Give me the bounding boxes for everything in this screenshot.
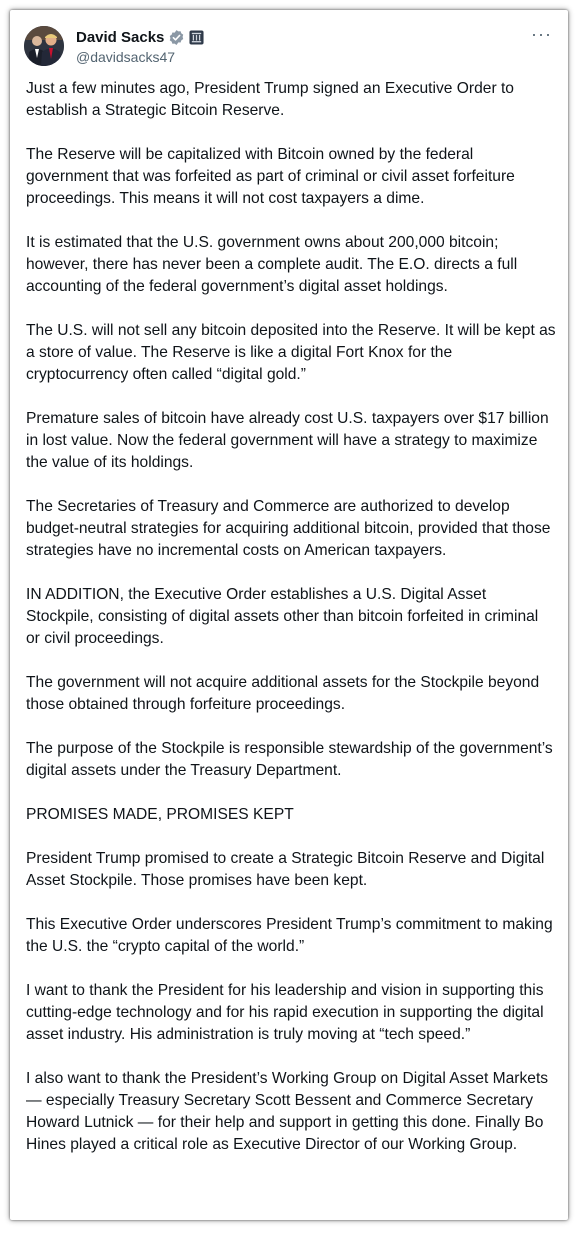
post-paragraph: The Reserve will be capitalized with Bitcoin owned by the federal government that was forfeited as part of criminal or civil asset forfeiture proceedings. This means it will not cost taxpayers a dime.: [26, 146, 515, 207]
avatar-photo-icon: [24, 26, 64, 66]
post-paragraph: The government will not acquire additional assets for the Stockpile beyond those obtained through forfeiture proceedings.: [26, 674, 540, 713]
post-paragraph: IN ADDITION, the Executive Order establishes a U.S. Digital Asset Stockpile, consisting of digital assets other than bitcoin forfeited in criminal or civil proceedings.: [26, 586, 539, 647]
avatar[interactable]: [24, 26, 64, 66]
post-paragraph: This Executive Order underscores President Trump’s commitment to making the U.S. the “crypto capital of the world.”: [26, 916, 553, 955]
display-name[interactable]: David Sacks: [76, 28, 165, 46]
more-options-button[interactable]: ···: [531, 24, 552, 44]
verified-badge-icon: [168, 29, 185, 46]
post-header: [24, 24, 554, 72]
post-paragraph: Just a few minutes ago, President Trump signed an Executive Order to establish a Strategic Bitcoin Reserve.: [26, 80, 514, 119]
post-paragraph: PROMISES MADE, PROMISES KEPT: [26, 806, 294, 823]
post-card: [10, 10, 568, 1220]
truncated-link-fragment: [160, 1214, 210, 1219]
post-paragraph: The Secretaries of Treasury and Commerce are authorized to develop budget-neutral strategies for acquiring additional bitcoin, provided that those strategies have no incremental costs on American taxpayers.: [26, 498, 551, 559]
author-block: [76, 27, 204, 65]
post-text: [26, 78, 556, 1178]
post-paragraph: The purpose of the Stockpile is responsible stewardship of the government’s digital assets under the Treasury Department.: [26, 740, 553, 779]
post-paragraph: I want to thank the President for his leadership and vision in supporting this cutting-edge technology and for his rapid execution in supporting the digital asset industry. His administration is truly moving at “tech speed.”: [26, 982, 544, 1043]
affiliate-badge-icon[interactable]: [189, 30, 204, 45]
handle[interactable]: @davidsacks47: [76, 49, 176, 65]
post-paragraph: I also want to thank the President’s Working Group on Digital Asset Markets — especially Treasury Secretary Scott Bessent and Commerce Secretary Howard Lutnick — for their help and support in getting this done. Finally Bo Hines played a critical role as Executive Director of our Working Group.: [26, 1070, 549, 1153]
post-paragraph: President Trump promised to create a Strategic Bitcoin Reserve and Digital Asset Stockpile. Those promises have been kept.: [26, 850, 545, 889]
post-paragraph: Premature sales of bitcoin have already cost U.S. taxpayers over $17 billion in lost value. Now the federal government will have a strategy to maximize the value of its holdings.: [26, 410, 549, 471]
post-paragraph: The U.S. will not sell any bitcoin deposited into the Reserve. It will be kept as a store of value. The Reserve is like a digital Fort Knox for the cryptocurrency often called “digital gold.”: [26, 322, 556, 383]
post-paragraph: It is estimated that the U.S. government owns about 200,000 bitcoin; however, there has never been a complete audit. The E.O. directs a full accounting of the federal government’s digital asset holdings.: [26, 234, 518, 295]
name-row: [76, 27, 204, 47]
